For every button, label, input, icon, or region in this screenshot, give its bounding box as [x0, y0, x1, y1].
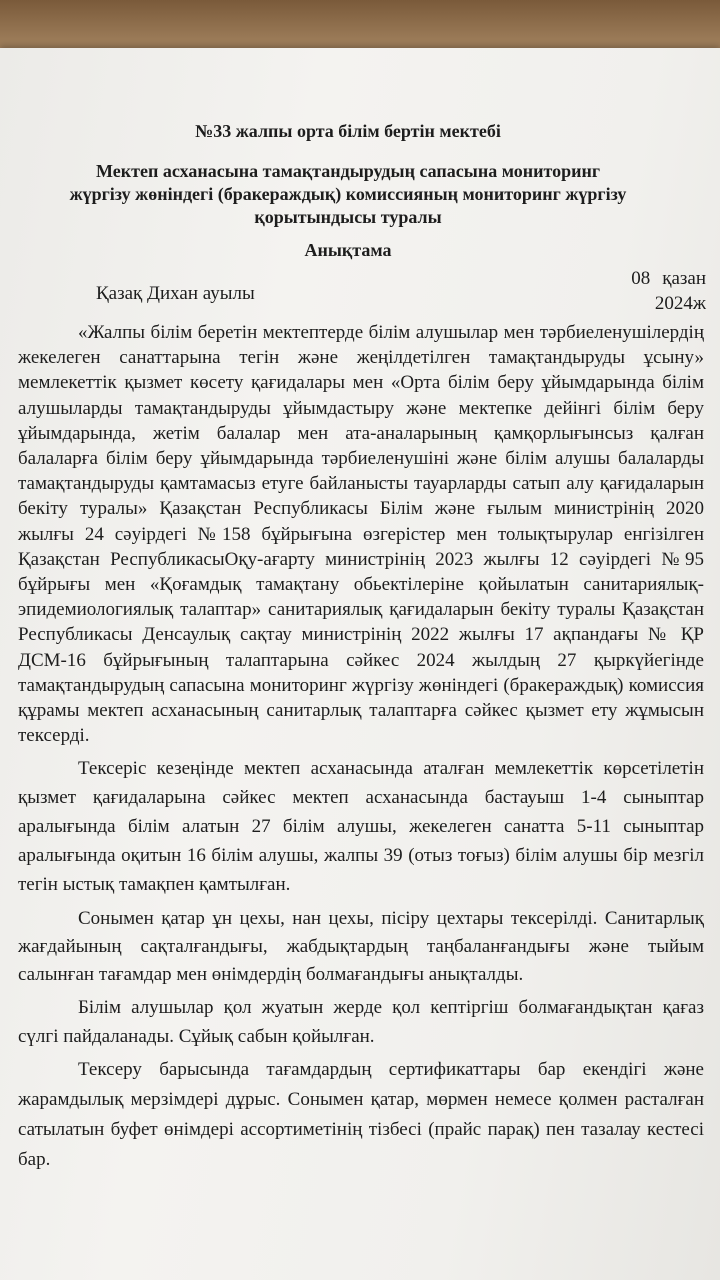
title-line-2: жүргізу жөніндегі (бракераждық) комиссияның мониторинг жүргізу — [69, 184, 627, 204]
document-subtitle: Анықтама — [304, 240, 392, 260]
document-title — [18, 160, 678, 229]
date-month: қазан — [662, 268, 706, 289]
paragraph-5: Тексеру барысында тағамдардың сертификаттары бар екендігі және жарамдылық мерзімдері дұрыс. Сонымен қатар, мөрмен немесе қолмен расталған сатылатын буфет өнімдері ассортиметінің тізбесі (прайс парақ) пен тазалау кестесі бар. — [18, 1059, 704, 1171]
date-day: 08 — [631, 268, 651, 289]
title-line-1: Мектеп асханасына тамақтандырудың сапасына мониторинг — [96, 161, 600, 181]
paragraph-1: «Жалпы білім беретін мектептерде білім алушылар мен тәрбиеленушілердің жекелеген санаттарына тегін және жеңілдетілген тамақтандыруды ұсыну» мемлекеттік қызмет көсету қағидалары мен «Орта білім беру ұйымдарында білім алушыларды тамақтандыруды ұйымдастыру және мектепке дейінгі білім беру ұйымдарында, жетім балалар мен ата-аналарының қамқорлығынсыз қалған балаларға білім беру ұйымдарында тәрбиеленушіні және білім алушы балаларды тамақтандыруды қамтамасыз етуге байланысты тауарларды сатып алу қағидаларын бекіту туралы» Қазақстан Республикасы Білім және ғылым министрінің 2020 жылғы 24 сәуірдегі №158 бұйрығына өзгерістер мен толықтырулар енгізілген Қазақстан РеспубликасыОқу-ағарту министрінің 2023 жылғы 12 сәуірдегі №95 бұйрығы мен «Қоғамдық тамақтану обьектілеріне қойылатын санитариялық-эпидемиологиялық талаптар» санитариялық қағидаларын бекіту туралы Қазақстан Республикасы Денсаулық сақтау министрінің 2022 жылғы 17 ақпандағы № ҚР ДСМ-16 бұйрығының талаптарына сәйкес 2024 жылдың 27 қыркүйегінде тамақтандырудың сапасына мониторинг жүргізу жөніндегі (бракераждық) комиссия құрамы мектеп асханасының санитарлық талаптарға сәйкес қызмет ету жұмысын тексерді. — [18, 322, 704, 747]
document-date — [631, 266, 706, 316]
paper-sheet — [0, 48, 720, 1280]
date-year: 2024ж — [654, 293, 706, 314]
paragraph-2: Тексеріс кезеңінде мектеп асханасында аталған мемлекеттік көрсетілетін қызмет қағидаларына сәйкес мектеп асханасында бастауыш 1-4 сыныптар аралығында білім алатын 27 білім алушы, жекелеген санатта 5-11 сыныптар аралығында оқитын 16 білім алушы, жалпы 39 (отыз тоғыз) білім алушы бір мезгіл тегін ыстық тамақпен қамтылған. — [18, 758, 704, 896]
document-body — [18, 118, 718, 1175]
place-date-row — [18, 266, 718, 318]
paragraph-3: Сонымен қатар ұн цехы, нан цехы, пісіру цехтары тексерілді. Санитарлық жағдайының сақталғандығы, жабдықтардың таңбаланғандығы және тыйым салынған тағамдар мен өнімдердің болмағандығы анықталды. — [18, 908, 704, 986]
title-line-3: қорытындысы туралы — [254, 207, 442, 227]
school-name: №33 жалпы орта білім бертін мектебі — [195, 121, 501, 141]
place-name: Қазақ Дихан ауылы — [96, 283, 255, 304]
paragraph-4: Білім алушылар қол жуатын жерде қол кептіргіш болмағандықтан қағаз сүлгі пайдаланады. Сұйық сабын қойылған. — [18, 997, 704, 1048]
